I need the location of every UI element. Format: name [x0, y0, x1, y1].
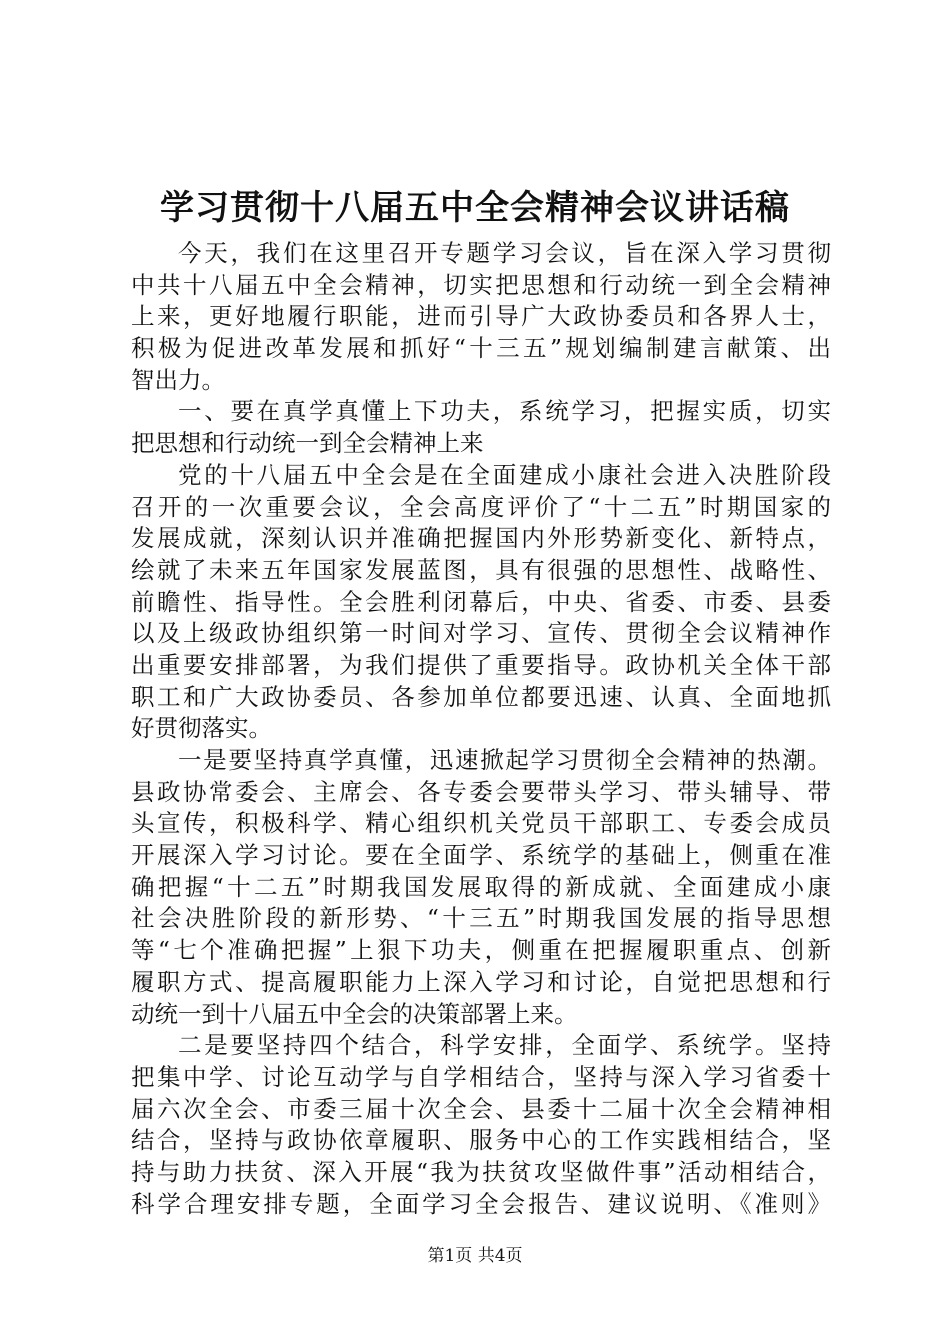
text-line: 把思想和行动统一到全会精神上来 — [131, 429, 484, 458]
text-line: 把集中学、讨论互动学与自学相结合，坚持与深入学习省委十 — [131, 1062, 831, 1091]
text-line: 社会决胜阶段的新形势、“十三五”时期我国发展的指导思想 — [131, 904, 831, 933]
text-line: 科学合理安排专题，全面学习全会报告、建议说明、《准则》 — [131, 1189, 831, 1218]
text-line: 二是要坚持四个结合，科学安排，全面学、系统学。坚持 — [178, 1031, 831, 1060]
document-title: 学习贯彻十八届五中全会精神会议讲话稿 — [160, 188, 790, 228]
text-line: 党的十八届五中全会是在全面建成小康社会进入决胜阶段 — [178, 460, 831, 489]
text-line: 好贯彻落实。 — [131, 714, 272, 743]
text-line: 积极为促进改革发展和抓好“十三五”规划编制建言献策、出 — [131, 334, 831, 363]
text-line: 职工和广大政协委员、各参加单位都要迅速、认真、全面地抓 — [131, 682, 831, 711]
text-line: 出重要安排部署，为我们提供了重要指导。政协机关全体干部 — [131, 650, 831, 679]
text-line: 召开的一次重要会议，全会高度评价了“十二五”时期国家的 — [131, 492, 831, 521]
text-line: 等“七个准确把握”上狠下功夫，侧重在把握履职重点、创新 — [131, 936, 831, 965]
text-line: 以及上级政协组织第一时间对学习、宣传、贯彻全会议精神作 — [131, 619, 831, 648]
text-line: 一是要坚持真学真懂，迅速掀起学习贯彻全会精神的热潮。 — [178, 746, 831, 774]
text-line: 开展深入学习讨论。要在全面学、系统学的基础上，侧重在准 — [131, 841, 831, 870]
text-line: 绘就了未来五年国家发展蓝图，具有很强的思想性、战略性、 — [131, 555, 831, 584]
text-line: 结合，坚持与政协依章履职、服务中心的工作实践相结合，坚 — [131, 1126, 831, 1155]
text-line: 确把握“十二五”时期我国发展取得的新成就、全面建成小康 — [131, 872, 831, 901]
text-line: 一、要在真学真懂上下功夫，系统学习，把握实质，切实 — [178, 397, 831, 426]
text-line: 今天，我们在这里召开专题学习会议，旨在深入学习贯彻 — [178, 239, 831, 267]
page-footer: 第1页 共4页 — [427, 1246, 523, 1266]
text-line: 县政协常委会、主席会、各专委会要带头学习、带头辅导、带 — [131, 777, 831, 806]
text-line: 头宣传，积极科学、精心组织机关党员干部职工、专委会成员 — [131, 809, 831, 838]
text-line: 持与助力扶贫、深入开展“我为扶贫攻坚做件事”活动相结合， — [131, 1157, 831, 1186]
text-line: 动统一到十八届五中全会的决策部署上来。 — [131, 999, 578, 1028]
text-line: 发展成就，深刻认识并准确把握国内外形势新变化、新特点， — [131, 524, 831, 553]
text-line: 上来，更好地履行职能，进而引导广大政协委员和各界人士， — [131, 302, 831, 331]
document-body — [131, 238, 831, 1220]
text-line: 中共十八届五中全会精神，切实把思想和行动统一到全会精神 — [131, 270, 831, 299]
text-line: 智出力。 — [131, 365, 225, 394]
text-line: 履职方式、提高履职能力上深入学习和讨论，自觉把思想和行 — [131, 967, 831, 996]
text-line: 前瞻性、指导性。全会胜利闭幕后，中央、省委、市委、县委 — [131, 587, 831, 616]
text-line: 届六次全会、市委三届十次全会、县委十二届十次全会精神相 — [131, 1094, 831, 1123]
